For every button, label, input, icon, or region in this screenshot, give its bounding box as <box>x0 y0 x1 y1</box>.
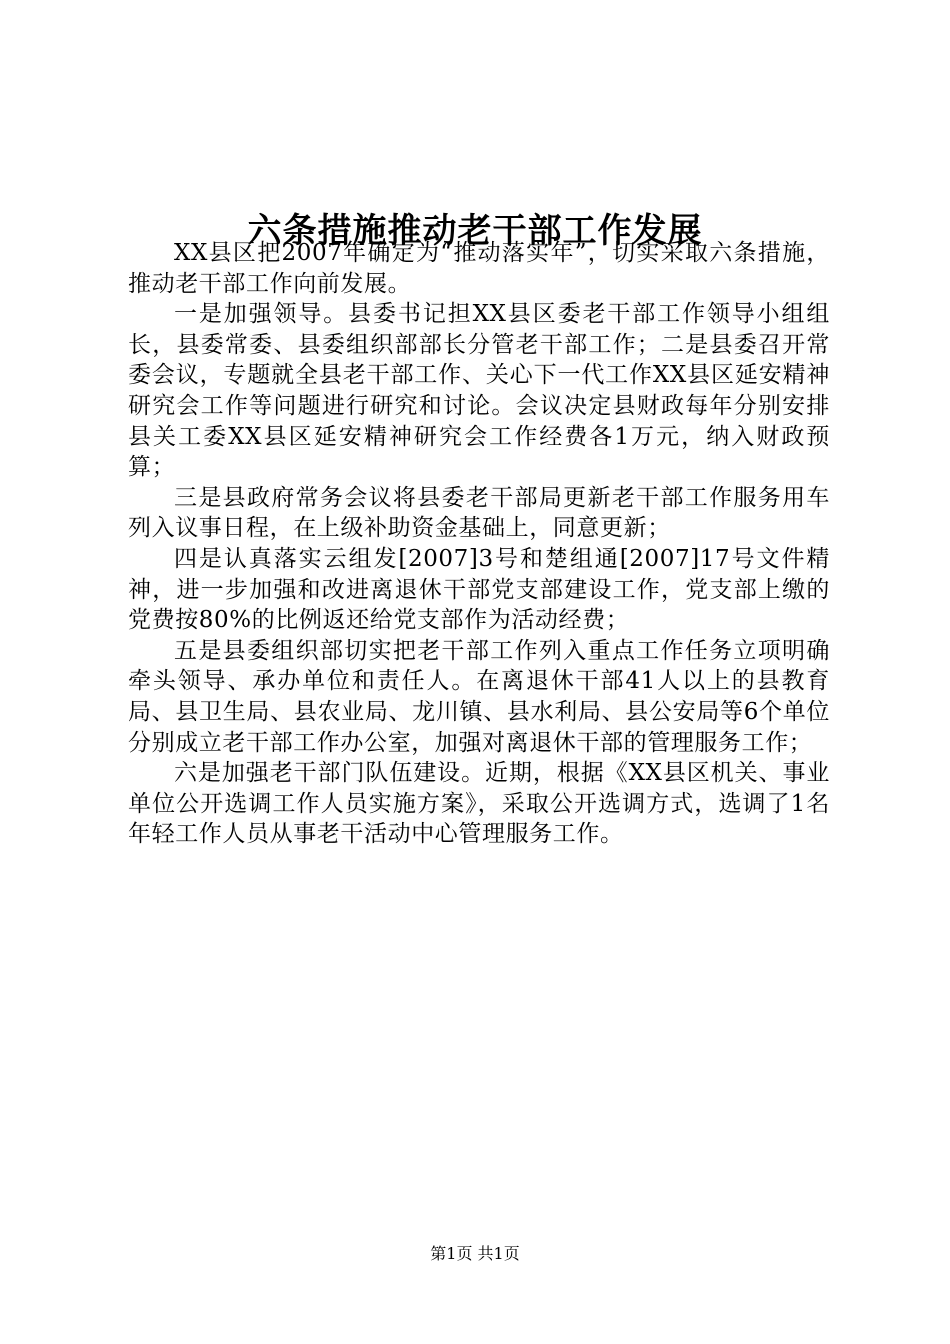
paragraph-measure-1-2: 一是加强领导。县委书记担XX县区委老干部工作领导小组组长，县委常委、县委组织部部长分管老干部工作；二是县委召开常委会议，专题就全县老干部工作、关心下一代工作XX县区延安精神研究会工作等问题进行研究和讨论。会议决定县财政每年分别安排县关工委XX县区延安精神研究会工作经费各1万元，纳入财政预算； <box>128 301 830 481</box>
paragraph-measure-6: 六是加强老干部门队伍建设。近期，根据《XX县区机关、事业单位公开选调工作人员实施方案》，采取公开选调方式，选调了1名年轻工作人员从事老干活动中心管理服务工作。 <box>128 760 830 848</box>
page-footer: 第1页 共1页 <box>430 1244 520 1263</box>
paragraph-measure-4: 四是认真落实云组发[2007]3号和楚组通[2007]17号文件精神，进一步加强和改进离退休干部党支部建设工作，党支部上缴的党费按80%的比例返还给党支部作为活动经费； <box>128 545 830 634</box>
paragraph-intro: XX县区把2007年确定为“推动落实年”，切实采取六条措施，推动老干部工作向前发展。 <box>128 240 830 297</box>
paragraph-measure-3: 三是县政府常务会议将县委老干部局更新老干部工作服务用车列入议事日程，在上级补助资金基础上，同意更新； <box>128 484 830 542</box>
document-body <box>128 238 830 850</box>
paragraph-measure-5: 五是县委组织部切实把老干部工作列入重点工作任务立项明确牵头领导、承办单位和责任人。在离退休干部41人以上的县教育局、县卫生局、县农业局、龙川镇、县水利局、县公安局等6个单位分别成立老干部工作办公室，加强对离退休干部的管理服务工作； <box>128 637 830 756</box>
document-title: 六条措施推动老干部工作发展 <box>247 210 703 251</box>
